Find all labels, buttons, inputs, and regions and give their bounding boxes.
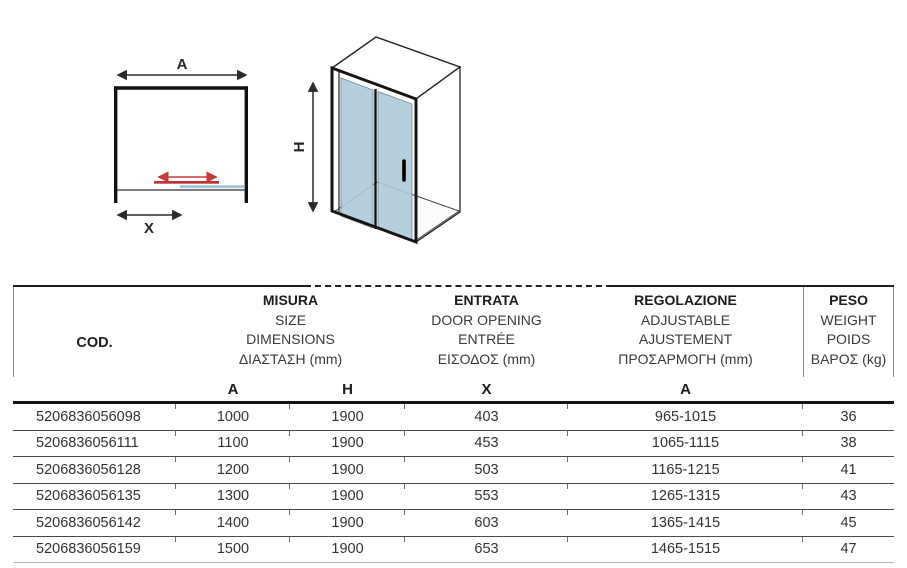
code-cell: 5206836056128 xyxy=(13,457,176,484)
subheader-a: A xyxy=(176,381,290,403)
header-eisodos-line: ΕΙΣΟΔΟΣ (mm) xyxy=(437,350,536,367)
fixed-panel-blue-bar xyxy=(180,185,244,188)
h-cell: 1900 xyxy=(290,536,405,563)
header-weight-line: WEIGHT xyxy=(820,311,877,328)
subheader-h: H xyxy=(290,381,405,403)
code-cell: 5206836056135 xyxy=(13,483,176,510)
header-poids-line: POIDS xyxy=(826,331,871,347)
header-group-regolazione xyxy=(568,285,803,381)
header-size-line: SIZE xyxy=(274,311,307,328)
a-cell: 1100 xyxy=(176,430,290,457)
a-cell: 1200 xyxy=(176,457,290,484)
technical-diagrams xyxy=(0,0,907,272)
adjustment-cell: 1365-1415 xyxy=(568,510,803,537)
h-cell: 1900 xyxy=(290,510,405,537)
subheader-x: X xyxy=(405,381,568,403)
iso-view-diagram xyxy=(291,37,460,242)
table-row xyxy=(13,510,894,537)
glass-panel-fixed xyxy=(341,78,373,228)
header-diastasi-line: ΔΙΑΣΤΑΣΗ (mm) xyxy=(238,350,343,367)
dimension-label-x: X xyxy=(143,220,155,237)
glass-panel-sliding xyxy=(378,92,412,241)
sliding-panel-red-bar xyxy=(154,181,219,184)
h-cell: 1900 xyxy=(290,483,405,510)
x-cell: 403 xyxy=(405,403,568,431)
code-cell: 5206836056098 xyxy=(13,403,176,431)
code-cell: 5206836056159 xyxy=(13,536,176,563)
table-row xyxy=(13,457,894,484)
header-adjustable-line: ADJUSTABLE xyxy=(640,311,731,328)
x-cell: 453 xyxy=(405,430,568,457)
header-varos-line: ΒΑΡΟΣ (kg) xyxy=(810,350,887,367)
x-cell: 653 xyxy=(405,536,568,563)
header-ajustement-line: AJUSTEMENT xyxy=(638,331,733,347)
header-dimensions-line: DIMENSIONS xyxy=(246,331,335,347)
spec-table-section xyxy=(13,285,894,563)
header-regolazione-line: REGOLAZIONE xyxy=(634,292,737,308)
header-divider-left xyxy=(13,287,14,377)
code-cell: 5206836056142 xyxy=(13,510,176,537)
x-cell: 503 xyxy=(405,457,568,484)
header-entrata-line: ENTRATA xyxy=(454,292,519,308)
weight-cell: 43 xyxy=(803,483,894,510)
adjustment-cell: 1265-1315 xyxy=(568,483,803,510)
adjustment-cell: 1065-1115 xyxy=(568,430,803,457)
header-divider-right xyxy=(893,287,894,377)
a-cell: 1300 xyxy=(176,483,290,510)
header-peso-line: PESO xyxy=(829,292,868,308)
x-cell: 603 xyxy=(405,510,568,537)
x-cell: 553 xyxy=(405,483,568,510)
a-cell: 1500 xyxy=(176,536,290,563)
header-group-peso xyxy=(803,285,894,403)
header-group-misura xyxy=(176,285,405,381)
spec-table xyxy=(13,285,894,563)
h-cell: 1900 xyxy=(290,430,405,457)
table-row xyxy=(13,430,894,457)
dimension-label-a: A xyxy=(176,56,188,73)
header-door-opening-line: DOOR OPENING xyxy=(431,311,542,328)
table-row xyxy=(13,483,894,510)
weight-cell: 45 xyxy=(803,510,894,537)
weight-cell: 47 xyxy=(803,536,894,563)
adjustment-cell: 1165-1215 xyxy=(568,457,803,484)
table-row xyxy=(13,403,894,431)
front-view-diagram xyxy=(114,56,248,237)
adjustment-cell: 965-1015 xyxy=(568,403,803,431)
header-group-entrata xyxy=(405,285,568,381)
header-prosarmogi-line: ΠΡΟΣΑΡΜΟΓΗ (mm) xyxy=(618,350,753,367)
h-cell: 1900 xyxy=(290,457,405,484)
table-row xyxy=(13,536,894,563)
header-entree-line: ENTRÉE xyxy=(458,331,515,347)
header-cod: COD. xyxy=(13,285,176,403)
header-divider-peso xyxy=(803,287,804,377)
header-misura-line: MISURA xyxy=(262,292,319,308)
subheader-adj-a: A xyxy=(568,381,803,403)
diagrams-svg xyxy=(0,0,907,272)
adjustment-cell: 1465-1515 xyxy=(568,536,803,563)
weight-cell: 36 xyxy=(803,403,894,431)
weight-cell: 38 xyxy=(803,430,894,457)
h-cell: 1900 xyxy=(290,403,405,431)
a-cell: 1400 xyxy=(176,510,290,537)
weight-cell: 41 xyxy=(803,457,894,484)
dimension-label-h: H xyxy=(291,141,308,153)
a-cell: 1000 xyxy=(176,403,290,431)
code-cell: 5206836056111 xyxy=(13,430,176,457)
